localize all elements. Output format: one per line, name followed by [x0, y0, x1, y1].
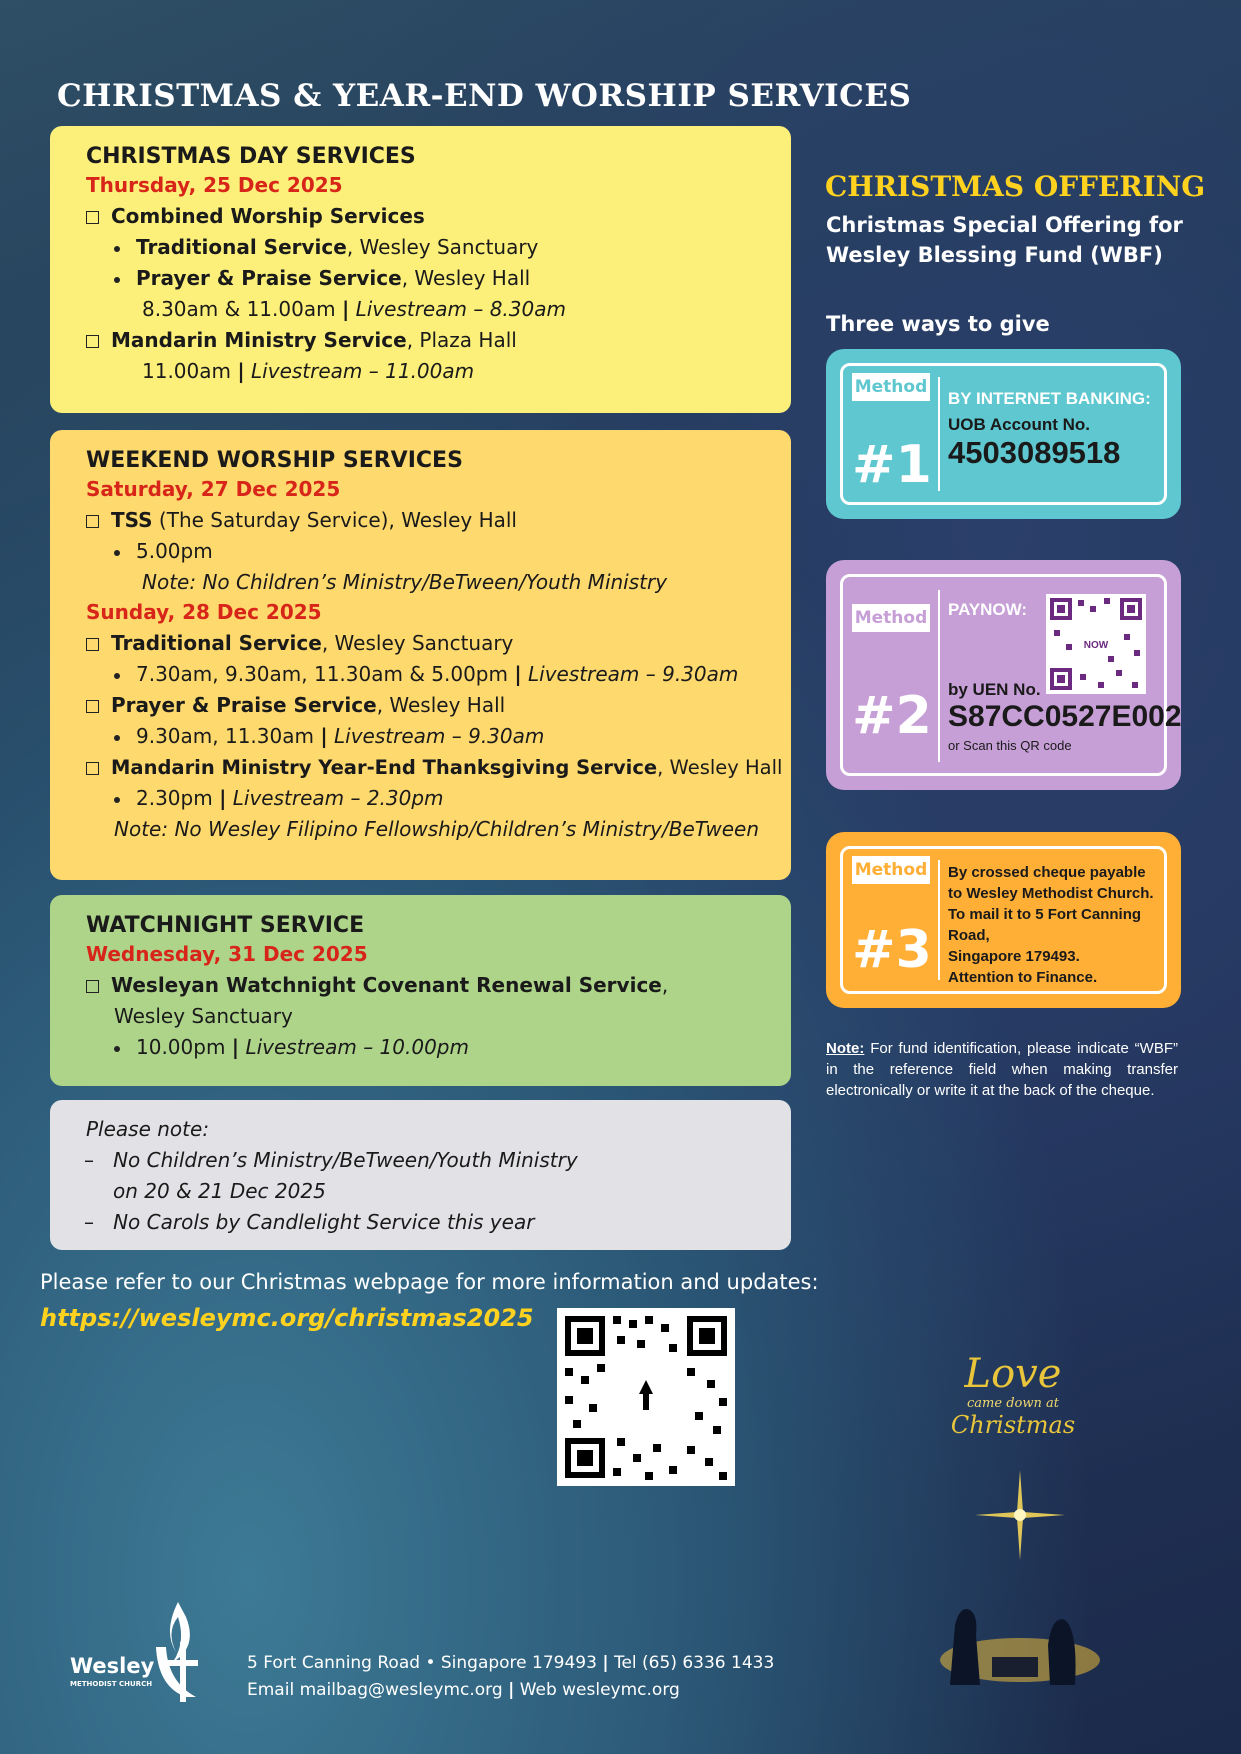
bullet-icon: [114, 246, 120, 252]
list-item: Mandarin Ministry Service, Plaza Hall: [86, 325, 755, 356]
method-1-card: [826, 349, 1181, 519]
checkbox-square-icon: [86, 515, 99, 528]
service-times: 8.30am & 11.00am | Livestream – 8.30am: [142, 297, 566, 321]
sunday-date: Sunday, 28 Dec 2025: [86, 600, 322, 624]
page-title: CHRISTMAS & YEAR-END WORSHIP SERVICES: [57, 78, 912, 114]
list-item: Wesleyan Watchnight Covenant Renewal Service,: [86, 970, 755, 1001]
method-number: #2: [852, 686, 932, 746]
star-icon: [975, 1470, 1065, 1560]
offering-subtitle: Christmas Special Offering for Wesley Blessing Fund (WBF): [826, 213, 1183, 267]
footer-contact: 5 Fort Canning Road • Singapore 179493 | Tel (65) 6336 1433 Email mailbag@wesleymc.org | Web wesleymc.org: [247, 1653, 775, 1700]
offering-note: Note: For fund identification, please indicate “WBF” in the reference field when making transfer electronically or write it at the back of the cheque.: [826, 1040, 1178, 1099]
three-ways-heading: Three ways to give: [826, 312, 1050, 336]
watchnight-date: Wednesday, 31 Dec 2025: [86, 942, 368, 966]
checkbox-square-icon: [86, 638, 99, 651]
method-2-line1: PAYNOW:: [948, 600, 1028, 619]
list-item: 9.30am, 11.30am | Livestream – 9.30am: [86, 721, 755, 752]
list-item: Combined Worship Services: [86, 201, 755, 232]
footer-email[interactable]: Email mailbag@wesleymc.org: [247, 1680, 503, 1700]
method-label: Method: [852, 604, 930, 632]
cheque-instructions: By crossed cheque payable to Wesley Methodist Church. To mail it to 5 Fort Canning Road, Singapore 179493. Attention to Finance.: [948, 864, 1154, 986]
list-item: 5.00pm: [86, 536, 755, 567]
christmas-webpage-link[interactable]: https://wesleymc.org/christmas2025: [40, 1304, 534, 1332]
love-came-down-graphic: Love came down at Christmas: [950, 1351, 1076, 1439]
bullet-icon: [114, 797, 120, 803]
service-times: 11.00am | Livestream – 11.00am: [142, 359, 475, 383]
logo-subtitle: METHODIST CHURCH: [70, 1680, 153, 1688]
saturday-date: Saturday, 27 Dec 2025: [86, 477, 341, 501]
list-item: – No Children’s Ministry/BeTween/Youth Ministry: [84, 1148, 578, 1172]
checkbox-square-icon: [86, 335, 99, 348]
divider: [938, 590, 940, 762]
christmas-day-heading: CHRISTMAS DAY SERVICES: [86, 144, 416, 169]
bullet-icon: [114, 735, 120, 741]
method-1-line2: UOB Account No.: [948, 415, 1090, 434]
method-number: #3: [852, 920, 932, 980]
bullet-icon: [114, 673, 120, 679]
checkbox-square-icon: [86, 980, 99, 993]
webpage-qr-code[interactable]: [557, 1308, 735, 1486]
bullet-icon: [114, 550, 120, 556]
bullet-icon: [114, 277, 120, 283]
footer-web[interactable]: Web wesleymc.org: [519, 1680, 680, 1700]
christmas-day-panel: [50, 126, 791, 413]
watchnight-heading: WATCHNIGHT SERVICE: [86, 913, 365, 938]
checkbox-square-icon: [86, 700, 99, 713]
method-2-line2: by UEN No.: [948, 680, 1041, 699]
method-3-card: [826, 832, 1181, 1008]
method-2-card: [826, 560, 1181, 790]
method-number: #1: [852, 435, 932, 495]
list-item: 10.00pm | Livestream – 10.00pm: [86, 1032, 755, 1063]
method-2-line3: or Scan this QR code: [948, 738, 1072, 753]
uen-number: S87CC0527E002: [948, 700, 1182, 733]
refer-text: Please refer to our Christmas webpage for more information and updates:: [40, 1270, 819, 1294]
list-item: Traditional Service, Wesley Sanctuary: [86, 628, 755, 659]
list-item: TSS (The Saturday Service), Wesley Hall: [86, 505, 755, 536]
offering-title: CHRISTMAS OFFERING: [825, 170, 1206, 203]
list-item: – No Carols by Candlelight Service this year: [84, 1210, 535, 1234]
method-label: Method: [852, 856, 930, 884]
christmas-day-date: Thursday, 25 Dec 2025: [86, 173, 343, 197]
list-item: Prayer & Praise Service, Wesley Hall: [86, 690, 755, 721]
divider: [938, 860, 940, 980]
please-note-panel: [50, 1100, 791, 1250]
nativity-silhouette-icon: [930, 1575, 1100, 1685]
list-item-continued: on 20 & 21 Dec 2025: [113, 1179, 326, 1203]
list-item: 2.30pm | Livestream – 2.30pm: [86, 783, 755, 814]
watchnight-panel: [50, 895, 791, 1086]
list-item: Mandarin Ministry Year-End Thanksgiving Service, Wesley Hall: [86, 752, 755, 783]
service-note: Note: No Wesley Filipino Fellowship/Children’s Ministry/BeTween: [114, 817, 759, 841]
church-logo: [68, 1602, 228, 1706]
list-item: 7.30am, 9.30am, 11.30am & 5.00pm | Livestream – 9.30am: [86, 659, 755, 690]
method-1-line1: BY INTERNET BANKING:: [948, 389, 1151, 408]
service-note: Note: No Children’s Ministry/BeTween/Youth Ministry: [142, 570, 668, 594]
list-item: Prayer & Praise Service, Wesley Hall: [86, 263, 755, 294]
paynow-qr-code[interactable]: [1046, 594, 1146, 694]
please-note-heading: Please note:: [86, 1117, 210, 1141]
logo-name: Wesley: [70, 1654, 155, 1678]
method-label: Method: [852, 373, 930, 401]
bullet-icon: [114, 1046, 120, 1052]
weekend-heading: WEEKEND WORSHIP SERVICES: [86, 448, 463, 473]
list-item: Traditional Service, Wesley Sanctuary: [86, 232, 755, 263]
divider: [938, 377, 940, 491]
service-location: Wesley Sanctuary: [114, 1004, 293, 1028]
checkbox-square-icon: [86, 211, 99, 224]
paynow-qr-logo: NOW: [1083, 640, 1109, 651]
weekend-panel: [50, 430, 791, 880]
checkbox-square-icon: [86, 762, 99, 775]
account-number: 4503089518: [948, 435, 1121, 470]
